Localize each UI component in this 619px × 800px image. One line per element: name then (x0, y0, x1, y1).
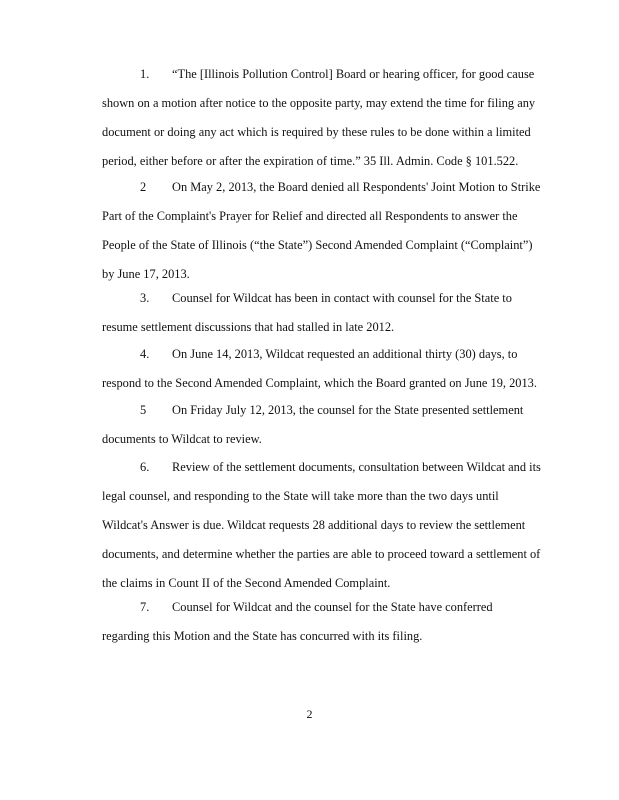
paragraph-7 (102, 593, 542, 651)
paragraph-text: “The [Illinois Pollution Control] Board or hearing officer, for good cause shown on a motion after notice to the opposite party, may extend the time for filing any document or doing any act which is required by these rules to be done within a limited period, either before or after the expiration of time.” 35 Ill. Admin. Code § 101.522. (102, 67, 536, 168)
paragraph-number: 2 (140, 180, 147, 194)
paragraph-text: On May 2, 2013, the Board denied all Respondents' Joint Motion to Strike Part of the Complaint's Prayer for Relief and directed all Respondents to answer the People of the State of Illinois (“the State”) Second Amended Complaint (“Complaint”) by June 17, 2013. (102, 180, 541, 281)
paragraph-number: 6. (140, 460, 150, 474)
paragraph-text: On June 14, 2013, Wildcat requested an additional thirty (30) days, to respond to the Second Amended Complaint, which the Board granted on June 19, 2013. (102, 347, 537, 390)
paragraph-number: 7. (140, 600, 150, 614)
paragraph-text: Counsel for Wildcat and the counsel for the State have conferred regarding this Motion and the State has concurred with its filing. (102, 600, 493, 643)
paragraph-2 (102, 173, 542, 289)
paragraph-number: 3. (140, 291, 150, 305)
page-number: 2 (306, 707, 313, 721)
paragraph-text: On Friday July 12, 2013, the counsel for the State presented settlement documents to Wildcat to review. (102, 403, 524, 446)
paragraph-text: Counsel for Wildcat has been in contact with counsel for the State to resume settlement discussions that had stalled in late 2012. (102, 291, 512, 334)
paragraph-number: 1. (140, 67, 150, 81)
paragraph-5 (102, 396, 542, 454)
paragraph-text: Review of the settlement documents, consultation between Wildcat and its legal counsel, and responding to the State will take more than the two days until Wildcat's Answer is due. Wildcat requests 28 additional days to review the settlement documents, and determine whether the parties are able to proceed toward a settlement of the claims in Count II of the Second Amended Complaint. (102, 460, 541, 590)
paragraph-1 (102, 60, 542, 176)
paragraph-3 (102, 284, 542, 342)
paragraph-4 (102, 340, 542, 398)
paragraph-6 (102, 453, 542, 598)
paragraph-number: 4. (140, 347, 150, 361)
paragraph-number: 5 (140, 403, 147, 417)
